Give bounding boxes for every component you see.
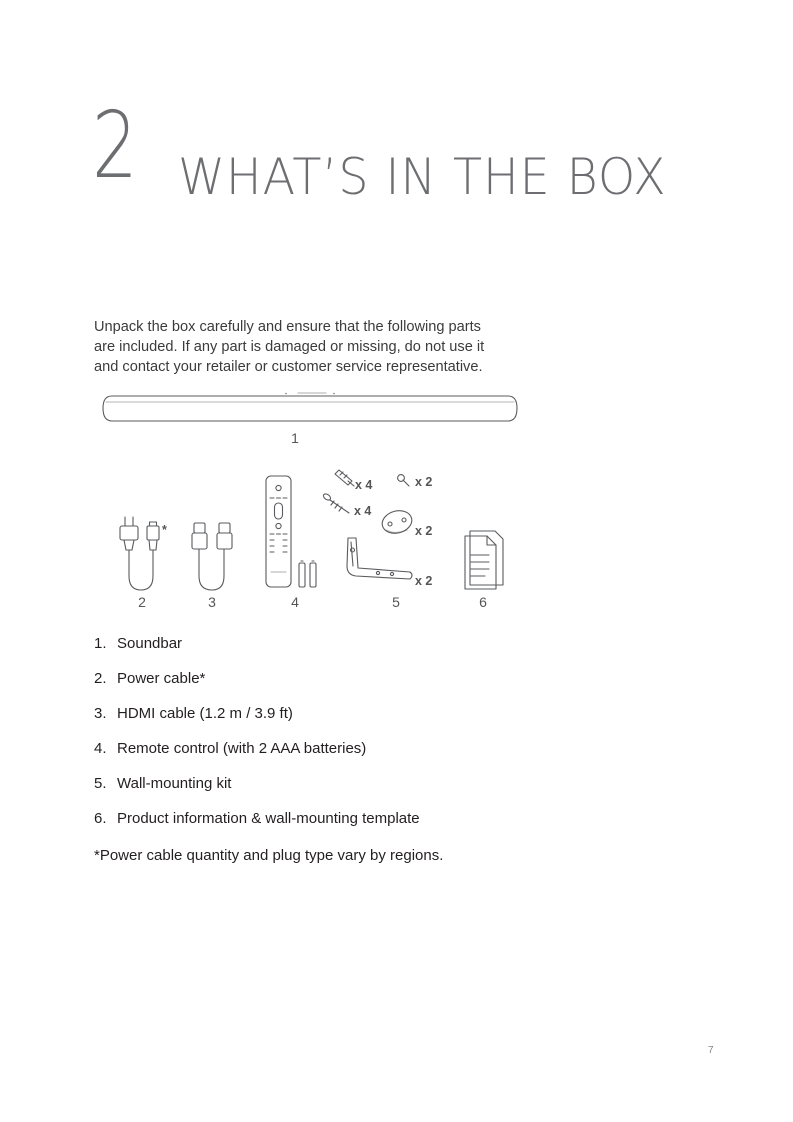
label-remote-control: 4 xyxy=(291,594,299,610)
qty-wall-anchor: x 4 xyxy=(355,478,373,492)
intro-paragraph xyxy=(94,317,514,377)
long-screw-illustration xyxy=(322,493,349,513)
intro-line: Unpack the box carefully and ensure that the following parts xyxy=(94,319,481,335)
label-power-cable: 2 xyxy=(138,594,146,610)
list-item-number: 6. xyxy=(94,810,107,827)
page-number: 7 xyxy=(708,1045,714,1056)
chapter-title: WHAT’S IN THE BOX xyxy=(178,148,667,206)
label-soundbar: 1 xyxy=(291,430,299,446)
document-icon xyxy=(465,531,503,589)
list-item xyxy=(94,809,420,844)
list-item-label: Soundbar xyxy=(117,635,183,652)
intro-line: and contact your retailer or customer service representative. xyxy=(94,359,483,375)
remote-control-illustration xyxy=(266,476,291,587)
power-cable-illustration xyxy=(120,517,159,590)
qty-bracket: x 2 xyxy=(415,574,433,588)
label-product-information: 6 xyxy=(479,594,487,610)
list-item-number: 5. xyxy=(94,775,107,792)
list-item-label: Power cable* xyxy=(117,670,206,687)
label-hdmi-cable: 3 xyxy=(208,594,216,610)
parts-list xyxy=(94,634,420,844)
list-item-label: Product information & wall-mounting template xyxy=(117,810,420,827)
list-item xyxy=(94,774,420,809)
soundbar-illustration xyxy=(103,393,517,421)
box-contents-illustration xyxy=(0,380,793,615)
list-item-label: HDMI cable (1.2 m / 3.9 ft) xyxy=(117,705,293,722)
chapter-number: 2 xyxy=(92,92,138,199)
intro-line: are included. If any part is damaged or missing, do not use it xyxy=(94,339,485,355)
label-wall-mounting-kit: 5 xyxy=(392,594,400,610)
hdmi-cable-illustration xyxy=(192,523,232,590)
list-item xyxy=(94,669,420,704)
list-item-label: Wall-mounting kit xyxy=(117,775,232,792)
footnote: *Power cable quantity and plug type vary by regions. xyxy=(94,847,444,864)
qty-long-screw: x 4 xyxy=(354,504,372,518)
wall-anchor-illustration xyxy=(335,470,354,486)
power-cable-asterisk: * xyxy=(162,523,167,537)
list-item xyxy=(94,739,420,774)
list-item-label: Remote control (with 2 AAA batteries) xyxy=(117,740,367,757)
aaa-batteries-illustration xyxy=(299,561,316,587)
list-item-number: 4. xyxy=(94,740,107,757)
round-plate-illustration xyxy=(380,507,415,536)
list-item-number: 3. xyxy=(94,705,107,722)
qty-short-screw: x 2 xyxy=(415,475,433,489)
list-item xyxy=(94,704,420,739)
bracket-illustration xyxy=(347,538,412,579)
qty-round-plate: x 2 xyxy=(415,524,433,538)
list-item xyxy=(94,634,420,669)
short-screw-illustration xyxy=(398,475,409,486)
list-item-number: 1. xyxy=(94,635,107,652)
list-item-number: 2. xyxy=(94,670,107,687)
